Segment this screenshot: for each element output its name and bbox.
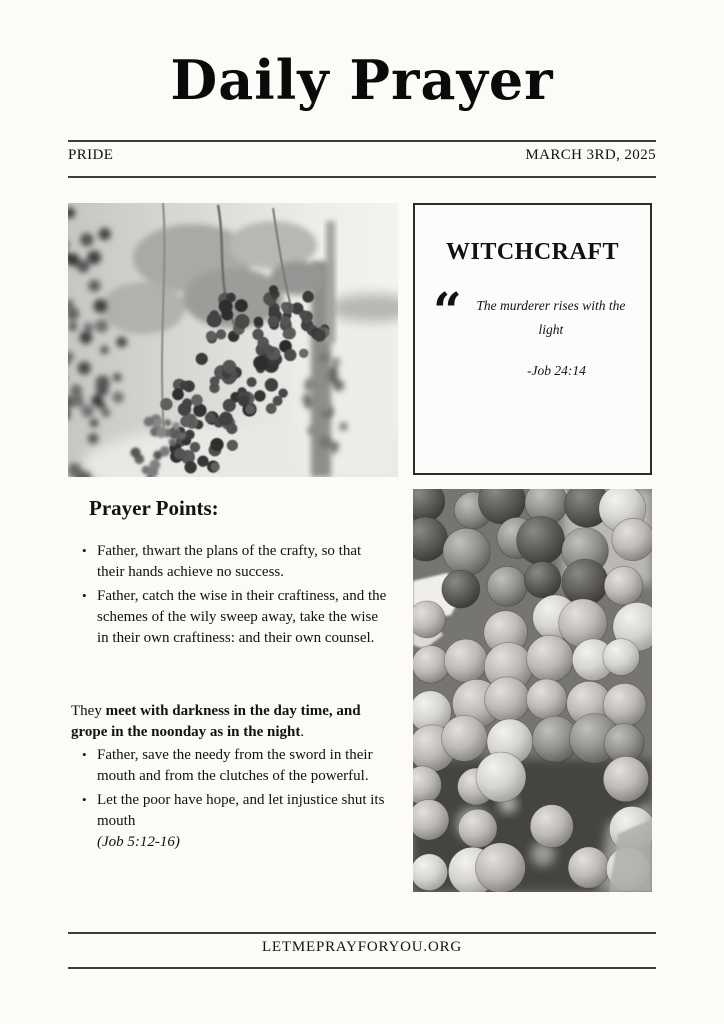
grapes-photo <box>413 489 652 892</box>
quote-text: The murderer rises with the light <box>476 298 626 337</box>
issue-label: PRIDE <box>68 147 114 163</box>
quote-row <box>433 281 636 341</box>
prayer-point <box>76 790 388 852</box>
page-title: Daily Prayer <box>170 48 554 112</box>
emphasis-suffix: . <box>300 724 305 740</box>
meta-row <box>68 147 656 164</box>
prayer-point-text: Let the poor have hope, and let injustice shut its mouth <box>97 792 385 830</box>
vineyard-photo-art <box>68 203 398 477</box>
footer-website: LETMEPRAYFORYOU.ORG <box>261 939 463 955</box>
feature-title: WITCHCRAFT <box>445 239 619 265</box>
issue-date: MARCH 3RD, 2025 <box>525 147 656 163</box>
prayer-point <box>76 541 388 582</box>
grapes-photo-art <box>413 489 652 892</box>
footer-rule-top <box>68 932 656 934</box>
scripture-citation-text: (Job 5:12-16) <box>97 833 180 850</box>
emphasis-prefix: They <box>71 703 106 719</box>
feature-box <box>413 203 652 475</box>
header-rule-top <box>68 140 656 142</box>
prayer-points-list-bottom <box>76 745 388 856</box>
emphasis-bold: meet with darkness in the day time, and grope in the noonday as in the night <box>71 703 361 740</box>
footer-rule-bottom <box>68 967 656 969</box>
prayer-points-list-top <box>76 541 388 652</box>
vineyard-photo <box>68 203 398 477</box>
prayer-point-text: Father, thwart the plans of the crafty, so that their hands achieve no success. <box>97 543 362 580</box>
prayer-point-text: Father, save the needy from the sword in their mouth and from the clutches of the powerful. <box>97 747 373 784</box>
scripture-citation <box>97 832 388 853</box>
quote-icon: “ <box>433 281 462 340</box>
prayer-points-heading: Prayer Points: <box>89 496 219 520</box>
prayer-point-text: Father, catch the wise in their craftiness, and the schemes of the wily sweep away, take the wise in their own craftiness: and their own counsel. <box>97 588 387 646</box>
prayer-point <box>76 745 388 786</box>
emphasis-paragraph <box>71 701 373 743</box>
prayer-point <box>76 586 388 648</box>
header-rule-bottom <box>68 176 656 178</box>
quote-citation: -Job 24:14 <box>527 363 586 379</box>
